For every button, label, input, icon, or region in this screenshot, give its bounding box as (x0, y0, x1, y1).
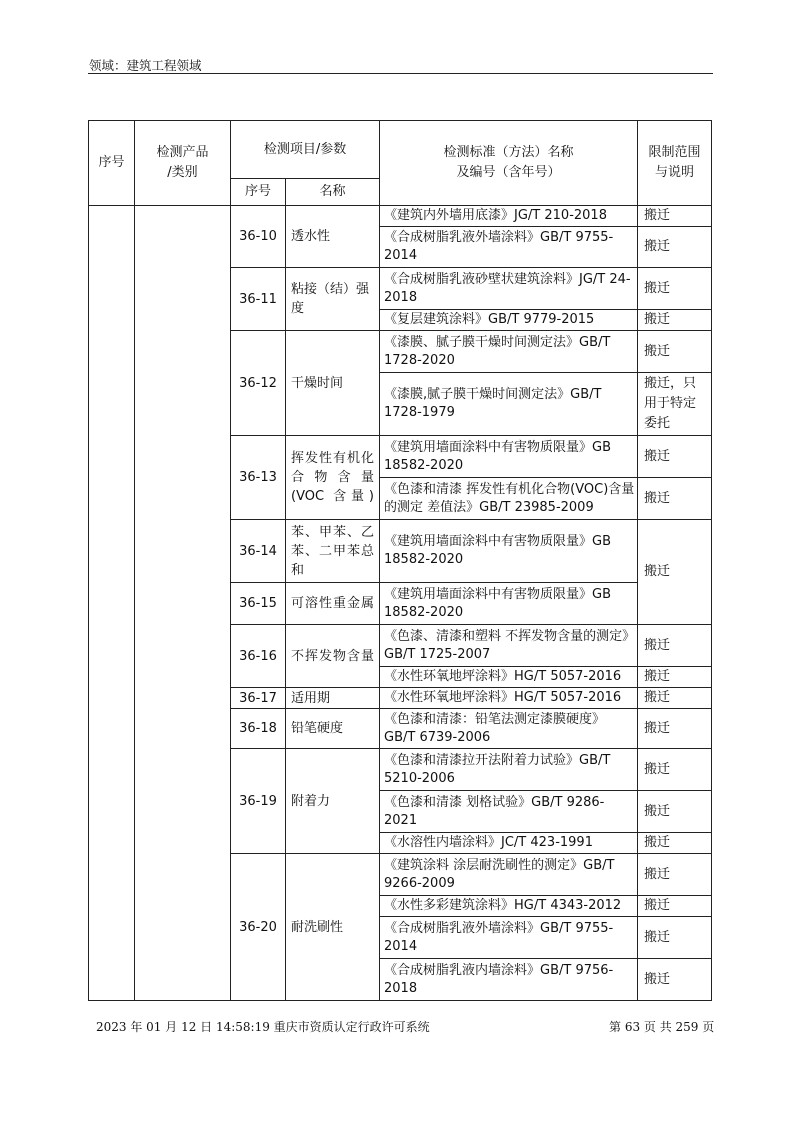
standard-cell: 《色漆和清漆拉开法附着力试验》GB/T 5210-2006 (380, 749, 638, 791)
standard-cell: 《漆膜、腻子膜干燥时间测定法》GB/T 1728-2020 (380, 331, 638, 373)
item-name: 铅笔硬度 (286, 709, 380, 749)
item-name: 可溶性重金属 (286, 583, 380, 625)
item-name: 附着力 (286, 749, 380, 854)
limit-cell: 搬迁 (638, 917, 712, 959)
standard-cell: 《漆膜,腻子膜干燥时间测定法》GB/T 1728-1979 (380, 373, 638, 436)
header-seq: 序号 (89, 121, 135, 206)
item-name: 挥发性有机化合物含量(VOC 含量) (286, 436, 380, 520)
item-code: 36-10 (231, 206, 286, 268)
limit-cell: 搬迁 (638, 749, 712, 791)
item-code: 36-14 (231, 520, 286, 583)
item-code: 36-13 (231, 436, 286, 520)
item-code: 36-20 (231, 854, 286, 1001)
limit-cell: 搬迁 (638, 688, 712, 709)
standard-cell: 《色漆、清漆和塑料 不挥发物含量的测定》GB/T 1725-2007 (380, 625, 638, 667)
product-cell (135, 206, 231, 1001)
item-code: 36-12 (231, 331, 286, 436)
header-product (135, 121, 231, 206)
limit-cell: 搬迁 (638, 854, 712, 896)
item-name: 耐洗刷性 (286, 854, 380, 1001)
standard-cell: 《水性环氧地坪涂料》HG/T 5057-2016 (380, 688, 638, 709)
item-code: 36-17 (231, 688, 286, 709)
header-limit (638, 121, 712, 206)
limit-cell: 搬迁 (638, 625, 712, 667)
standard-cell: 《建筑用墙面涂料中有害物质限量》GB 18582-2020 (380, 583, 638, 625)
limit-cell: 搬迁 (638, 310, 712, 331)
limit-cell: 搬迁 (638, 206, 712, 227)
standards-table (88, 120, 712, 1001)
standard-cell: 《水溶性内墙涂料》JC/T 423-1991 (380, 833, 638, 854)
limit-cell: 搬迁 (638, 331, 712, 373)
item-name: 不挥发物含量 (286, 625, 380, 688)
limit-cell: 搬迁 (638, 227, 712, 268)
lim-hdr-text: 限制范围 与说明 (648, 145, 701, 180)
limit-cell: 搬迁 (638, 709, 712, 749)
standard-cell: 《合成树脂乳液外墙涂料》GB/T 9755-2014 (380, 917, 638, 959)
item-code: 36-11 (231, 268, 286, 331)
item-name: 透水性 (286, 206, 380, 268)
standard-cell: 《色漆和清漆：铅笔法测定漆膜硬度》GB/T 6739-2006 (380, 709, 638, 749)
item-name: 适用期 (286, 688, 380, 709)
limit-cell: 搬迁 (638, 959, 712, 1001)
table-row (89, 206, 712, 227)
standard-cell: 《建筑用墙面涂料中有害物质限量》GB 18582-2020 (380, 436, 638, 478)
standard-cell: 《色漆和清漆 划格试验》GB/T 9286-2021 (380, 791, 638, 833)
item-code: 36-18 (231, 709, 286, 749)
item-code: 36-16 (231, 625, 286, 688)
header-item-group: 检测项目/参数 (231, 121, 380, 179)
standard-cell: 《合成树脂乳液砂壁状建筑涂料》JG/T 24-2018 (380, 268, 638, 310)
header-item-name: 名称 (286, 179, 380, 206)
item-name: 苯、甲苯、乙苯、二甲苯总和 (286, 520, 380, 583)
standard-cell: 《复层建筑涂料》GB/T 9779-2015 (380, 310, 638, 331)
standard-cell: 《建筑涂料 涂层耐洗刷性的测定》GB/T 9266-2009 (380, 854, 638, 896)
header-item-seq: 序号 (231, 179, 286, 206)
standard-cell: 《建筑内外墙用底漆》JG/T 210-2018 (380, 206, 638, 227)
limit-cell: 搬迁 (638, 520, 712, 625)
standard-cell: 《合成树脂乳液外墙涂料》GB/T 9755-2014 (380, 227, 638, 268)
prod-hdr-text: 检测产品 /类别 (156, 145, 209, 180)
std-hdr-text: 检测标准（方法）名称 及编号（含年号） (443, 145, 574, 180)
limit-cell: 搬迁 (638, 436, 712, 478)
item-code: 36-19 (231, 749, 286, 854)
header-divider (88, 73, 713, 74)
limit-cell: 搬迁 (638, 896, 712, 917)
limit-cell: 搬迁 (638, 667, 712, 688)
limit-cell: 搬迁，只用于特定委托 (638, 373, 712, 436)
standard-cell: 《建筑用墙面涂料中有害物质限量》GB 18582-2020 (380, 520, 638, 583)
seq-cell (89, 206, 135, 1001)
limit-cell: 搬迁 (638, 833, 712, 854)
footer-page-number: 第 63 页 共 259 页 (609, 1020, 715, 1034)
page-header-domain: 领域：建筑工程领域 (89, 58, 202, 73)
standard-cell: 《水性多彩建筑涂料》HG/T 4343-2012 (380, 896, 638, 917)
footer-timestamp: 2023 年 01 月 12 日 14:58:19 重庆市资质认定行政许可系统 (96, 1020, 430, 1034)
limit-cell: 搬迁 (638, 268, 712, 310)
item-name: 干燥时间 (286, 331, 380, 436)
standard-cell: 《水性环氧地坪涂料》HG/T 5057-2016 (380, 667, 638, 688)
limit-cell: 搬迁 (638, 791, 712, 833)
item-code: 36-15 (231, 583, 286, 625)
item-name: 粘接（结）强度 (286, 268, 380, 331)
header-standard (380, 121, 638, 206)
standard-cell: 《合成树脂乳液内墙涂料》GB/T 9756-2018 (380, 959, 638, 1001)
standard-cell: 《色漆和清漆 挥发性有机化合物(VOC)含量的测定 差值法》GB/T 23985-2009 (380, 478, 638, 520)
limit-cell: 搬迁 (638, 478, 712, 520)
